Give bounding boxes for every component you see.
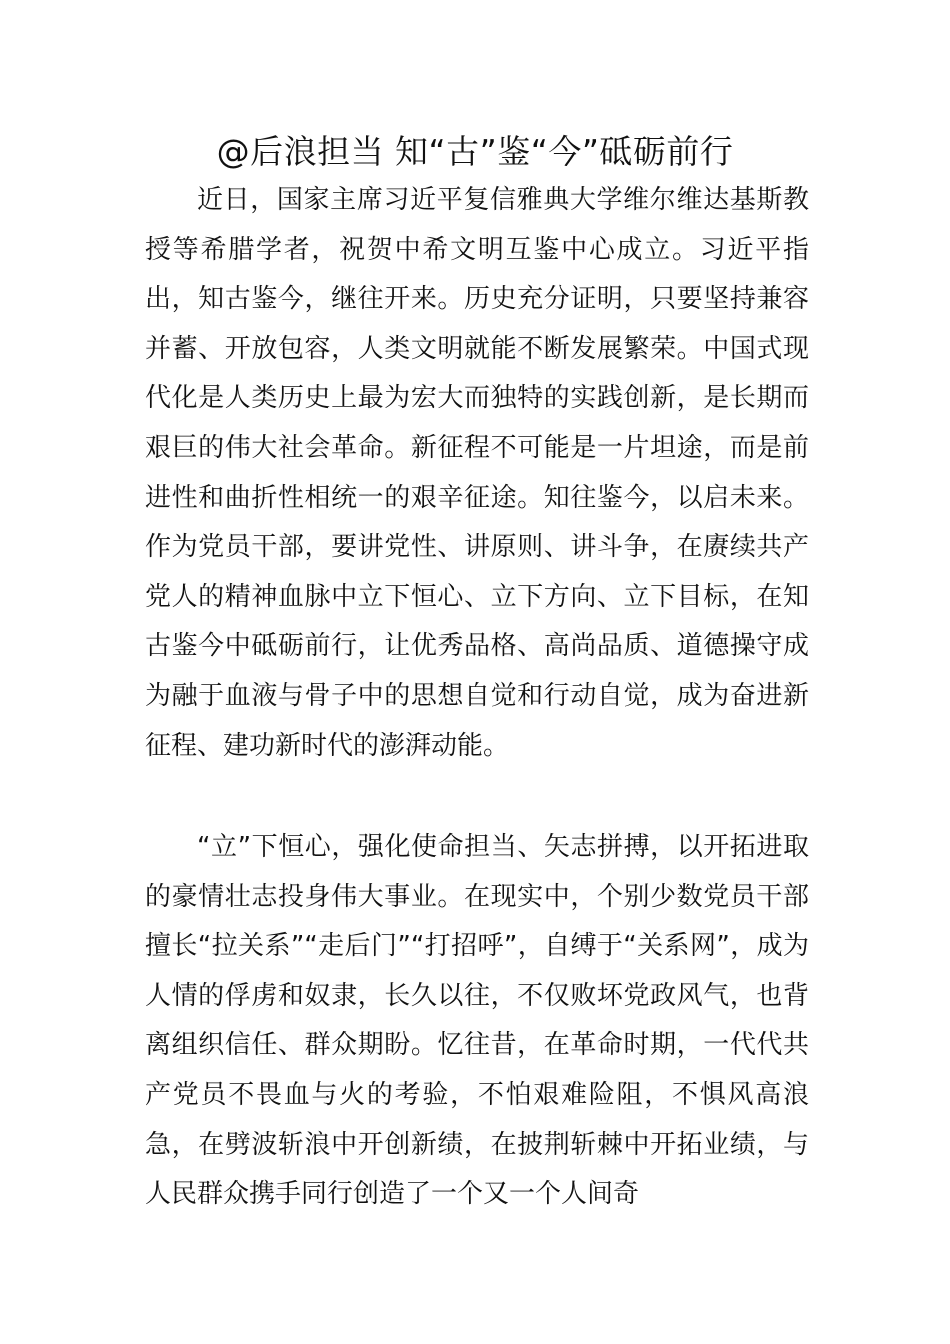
paragraph: “立”下恒心，强化使命担当、矢志拼搏，以开拓进取的豪情壮志投身伟大事业。在现实中，个别少数党员干部擅长“拉关系”“走后门”“打招呼”，自缚于“关系网”，成为人情的俘虏和奴隶，长久以往，不仅败坏党政风气，也背离组织信任、群众期盼。忆往昔，在革命时期，一代代共产党员不畏血与火的考验，不怕艰难险阻，不惧风高浪急，在劈波斩浪中开创新绩，在披荆斩棘中开拓业绩，与人民群众携手同行创造了一个又一个人间奇 — [145, 832, 809, 1210]
paragraph: 近日，国家主席习近平复信雅典大学维尔维达基斯教授等希腊学者，祝贺中希文明互鉴中心成立。习近平指出，知古鉴今，继往开来。历史充分证明，只要坚持兼容并蓄、开放包容，人类文明就能不断发展繁荣。中国式现代化是人类历史上最为宏大而独特的实践创新，是长期而艰巨的伟大社会革命。新征程不可能是一片坦途，而是前进性和曲折性相统一的艰辛征途。知往鉴今，以启未来。作为党员干部，要讲党性、讲原则、讲斗争，在赓续共产党人的精神血脉中立下恒心、立下方向、立下目标，在知古鉴今中砥砺前行，让优秀品格、高尚品质、道德操守成为融于血液与骨子中的思想自觉和行动自觉，成为奋进新征程、建功新时代的澎湃动能。 — [145, 185, 809, 761]
document-title: @后浪担当 知“古”鉴“今”砥砺前行 — [216, 132, 734, 171]
